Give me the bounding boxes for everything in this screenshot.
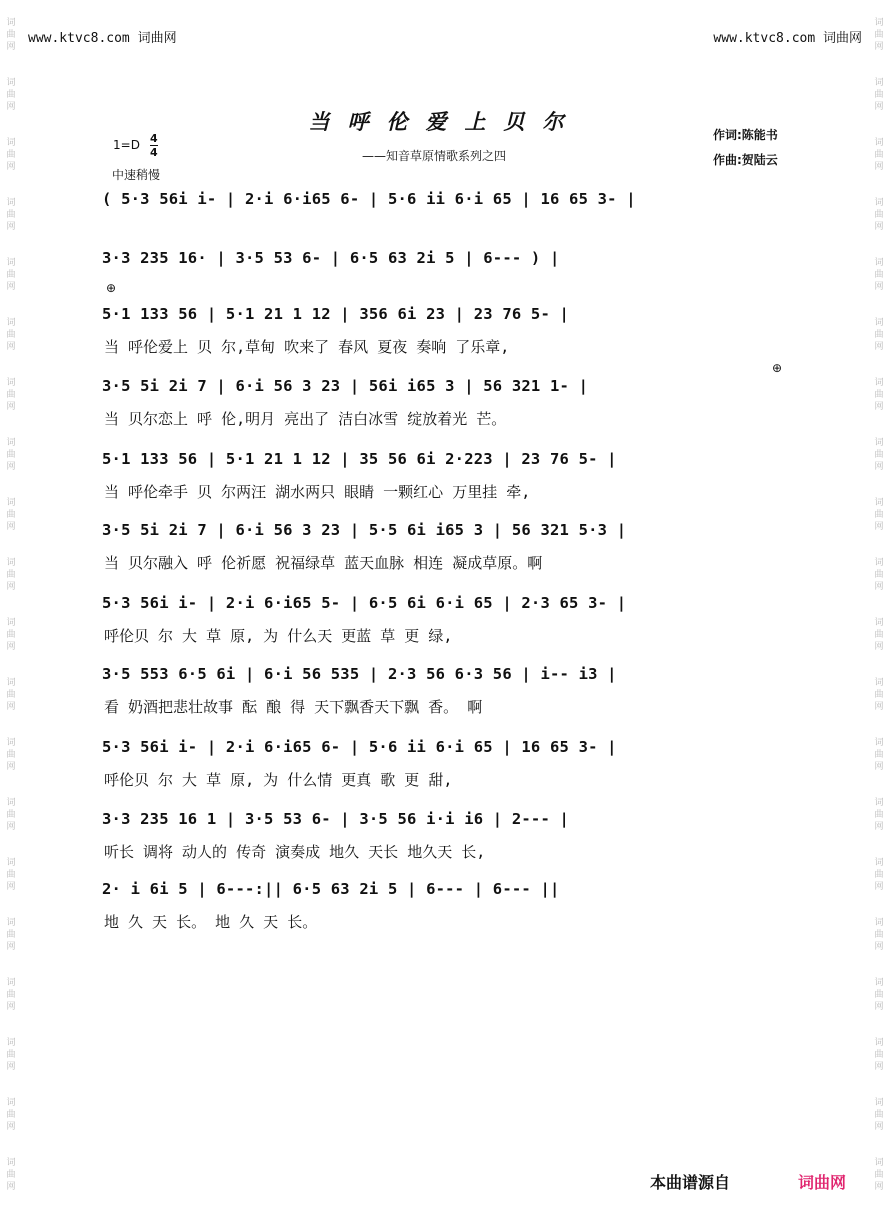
- edge-watermark-glyph: 曲: [874, 210, 884, 220]
- left-watermark-strip: [0, 0, 22, 1218]
- edge-watermark-glyph: 网: [6, 582, 16, 592]
- edge-watermark-glyph: 曲: [874, 990, 884, 1000]
- edge-watermark-glyph: 词: [6, 1158, 16, 1168]
- edge-watermark-glyph: 词: [6, 18, 16, 28]
- edge-watermark-glyph: 曲: [874, 30, 884, 40]
- lyric-line: 呼伦贝 尔 大 草 原, 为 什么情 更真 歌 更 甜,: [104, 771, 453, 789]
- edge-watermark-glyph: 网: [874, 1122, 884, 1132]
- edge-watermark-glyph: 曲: [6, 810, 16, 820]
- key-signature: 1=D: [113, 138, 140, 152]
- edge-watermark-glyph: 词: [874, 918, 884, 928]
- lyric-line: 呼伦贝 尔 大 草 原, 为 什么天 更蓝 草 更 绿,: [104, 627, 453, 645]
- edge-watermark-glyph: 词: [6, 1098, 16, 1108]
- edge-watermark-glyph: 网: [6, 402, 16, 412]
- edge-watermark-glyph: 曲: [6, 630, 16, 640]
- edge-watermark-glyph: 曲: [6, 570, 16, 580]
- edge-watermark-glyph: 曲: [6, 990, 16, 1000]
- edge-watermark-glyph: 曲: [874, 1170, 884, 1180]
- edge-watermark-glyph: 词: [6, 678, 16, 688]
- edge-watermark-glyph: 词: [6, 798, 16, 808]
- edge-watermark-glyph: 词: [874, 1038, 884, 1048]
- edge-watermark-glyph: 曲: [6, 750, 16, 760]
- edge-watermark-glyph: 网: [6, 342, 16, 352]
- time-signature-top: 4: [150, 132, 158, 145]
- edge-watermark-glyph: 词: [874, 738, 884, 748]
- edge-watermark-glyph: 词: [874, 498, 884, 508]
- edge-watermark-glyph: 网: [874, 822, 884, 832]
- edge-watermark-glyph: 曲: [6, 1050, 16, 1060]
- edge-watermark-glyph: 词: [874, 618, 884, 628]
- edge-watermark-glyph: 网: [6, 282, 16, 292]
- edge-watermark-glyph: 网: [6, 462, 16, 472]
- coda-sign: ⊕: [106, 281, 117, 295]
- lyricist-credit: 作词:陈能书: [713, 128, 778, 142]
- song-subtitle: ——知音草原情歌系列之四: [362, 149, 507, 163]
- edge-watermark-glyph: 曲: [6, 150, 16, 160]
- edge-watermark-glyph: 曲: [6, 1110, 16, 1120]
- notation-line: 2· i 6i 5 | 6---:|| 6·5 63 2i 5 | 6--- | 6--- ||: [102, 880, 560, 898]
- edge-watermark-glyph: 词: [6, 138, 16, 148]
- edge-watermark-glyph: 网: [874, 642, 884, 652]
- edge-watermark-glyph: 网: [874, 702, 884, 712]
- edge-watermark-glyph: 曲: [874, 690, 884, 700]
- edge-watermark-glyph: 词: [6, 558, 16, 568]
- lyric-line: 当 贝尔融入 呼 伦祈愿 祝福绿草 蓝天血脉 相连 凝成草原。啊: [104, 554, 543, 572]
- composer-credit: 作曲:贺陆云: [713, 153, 778, 167]
- edge-watermark-glyph: 词: [6, 738, 16, 748]
- edge-watermark-glyph: 词: [874, 798, 884, 808]
- edge-watermark-glyph: 曲: [6, 930, 16, 940]
- notation-line: ( 5·3 56i i- | 2·i 6·i65 6- | 5·6 ii 6·i 65 | 16 65 3- |: [102, 190, 636, 208]
- edge-watermark-glyph: 词: [874, 558, 884, 568]
- edge-watermark-glyph: 网: [874, 1182, 884, 1192]
- edge-watermark-glyph: 网: [6, 162, 16, 172]
- edge-watermark-glyph: 网: [874, 582, 884, 592]
- edge-watermark-glyph: 词: [6, 258, 16, 268]
- edge-watermark-glyph: 词: [874, 378, 884, 388]
- edge-watermark-glyph: 网: [6, 642, 16, 652]
- edge-watermark-glyph: 曲: [6, 1170, 16, 1180]
- edge-watermark-glyph: 网: [6, 882, 16, 892]
- edge-watermark-glyph: 网: [6, 222, 16, 232]
- edge-watermark-glyph: 曲: [874, 1050, 884, 1060]
- edge-watermark-glyph: 曲: [6, 90, 16, 100]
- coda-sign: ⊕: [772, 361, 783, 375]
- footer-source-text: 本曲谱源自: [650, 1173, 731, 1192]
- edge-watermark-glyph: 曲: [874, 930, 884, 940]
- edge-watermark-glyph: 词: [6, 78, 16, 88]
- edge-watermark-glyph: 曲: [874, 570, 884, 580]
- edge-watermark-glyph: 曲: [6, 270, 16, 280]
- edge-watermark-glyph: 词: [874, 1098, 884, 1108]
- edge-watermark-glyph: 曲: [874, 510, 884, 520]
- edge-watermark-glyph: 网: [874, 882, 884, 892]
- edge-watermark-glyph: 网: [874, 402, 884, 412]
- edge-watermark-glyph: 词: [874, 258, 884, 268]
- edge-watermark-glyph: 网: [6, 42, 16, 52]
- edge-watermark-glyph: 词: [6, 918, 16, 928]
- edge-watermark-glyph: 词: [6, 498, 16, 508]
- edge-watermark-glyph: 词: [6, 198, 16, 208]
- edge-watermark-glyph: 网: [6, 1002, 16, 1012]
- edge-watermark-glyph: 词: [874, 1158, 884, 1168]
- edge-watermark-glyph: 曲: [874, 150, 884, 160]
- edge-watermark-glyph: 网: [874, 462, 884, 472]
- edge-watermark-glyph: 网: [874, 42, 884, 52]
- edge-watermark-glyph: 词: [6, 978, 16, 988]
- notation-line: 3·5 5i 2i 7 | 6·i 56 3 23 | 5·5 6i i65 3 | 56 321 5·3 |: [102, 521, 627, 539]
- lyric-line: 地 久 天 长。 地 久 天 长。: [104, 913, 318, 931]
- edge-watermark-glyph: 网: [6, 1062, 16, 1072]
- edge-watermark-glyph: 曲: [6, 690, 16, 700]
- edge-watermark-glyph: 词: [874, 198, 884, 208]
- lyric-line: 当 贝尔恋上 呼 伦,明月 亮出了 洁白冰雪 绽放着光 芒。: [104, 410, 507, 428]
- edge-watermark-glyph: 网: [874, 1062, 884, 1072]
- lyric-line: 听长 调将 动人的 传奇 演奏成 地久 天长 地久天 长,: [104, 843, 486, 861]
- edge-watermark-glyph: 词: [6, 438, 16, 448]
- edge-watermark-glyph: 词: [6, 618, 16, 628]
- notation-line: 5·3 56i i- | 2·i 6·i65 5- | 6·5 6i 6·i 65 | 2·3 65 3- |: [102, 594, 627, 612]
- edge-watermark-glyph: 网: [6, 1182, 16, 1192]
- edge-watermark-glyph: 曲: [874, 750, 884, 760]
- edge-watermark-glyph: 词: [6, 858, 16, 868]
- edge-watermark-glyph: 网: [6, 942, 16, 952]
- edge-watermark-glyph: 词: [6, 318, 16, 328]
- edge-watermark-glyph: 词: [874, 978, 884, 988]
- site-header-right[interactable]: www.ktvc8.com 词曲网: [713, 31, 862, 46]
- edge-watermark-glyph: 网: [874, 342, 884, 352]
- notation-line: 5·1 133 56 | 5·1 21 1 12 | 35 56 6i 2·223 | 23 76 5- |: [102, 450, 617, 468]
- edge-watermark-glyph: 曲: [874, 330, 884, 340]
- lyric-line: 当 呼伦爱上 贝 尔,草甸 吹来了 春风 夏夜 奏响 了乐章,: [104, 338, 510, 356]
- edge-watermark-glyph: 曲: [874, 270, 884, 280]
- edge-watermark-glyph: 词: [874, 318, 884, 328]
- edge-watermark-glyph: 网: [6, 762, 16, 772]
- lyric-line: 看 奶酒把悲壮故事 酝 酿 得 天下飘香天下飘 香。 啊: [104, 698, 483, 716]
- edge-watermark-glyph: 词: [874, 858, 884, 868]
- edge-watermark-glyph: 网: [874, 762, 884, 772]
- edge-watermark-glyph: 词: [6, 378, 16, 388]
- edge-watermark-glyph: 曲: [6, 870, 16, 880]
- edge-watermark-glyph: 曲: [6, 390, 16, 400]
- edge-watermark-glyph: 网: [874, 522, 884, 532]
- edge-watermark-glyph: 曲: [6, 30, 16, 40]
- footer-site-logo[interactable]: 词曲网: [798, 1173, 847, 1192]
- edge-watermark-glyph: 词: [874, 18, 884, 28]
- edge-watermark-glyph: 曲: [6, 210, 16, 220]
- edge-watermark-glyph: 曲: [6, 330, 16, 340]
- edge-watermark-glyph: 曲: [874, 870, 884, 880]
- time-signature-bottom: 4: [150, 146, 158, 159]
- edge-watermark-glyph: 网: [6, 702, 16, 712]
- edge-watermark-glyph: 曲: [6, 450, 16, 460]
- edge-watermark-glyph: 网: [6, 522, 16, 532]
- notation-line: 5·1 133 56 | 5·1 21 1 12 | 356 6i 23 | 23 76 5- |: [102, 305, 570, 323]
- edge-watermark-glyph: 词: [874, 678, 884, 688]
- edge-watermark-glyph: 词: [874, 138, 884, 148]
- edge-watermark-glyph: 网: [6, 102, 16, 112]
- edge-watermark-glyph: 网: [874, 222, 884, 232]
- notation-line: 3·3 235 16 1 | 3·5 53 6- | 3·5 56 i·i i6 | 2--- |: [102, 810, 570, 828]
- time-signature: [150, 132, 158, 159]
- song-title: 当呼伦爱上贝尔: [308, 109, 582, 134]
- edge-watermark-glyph: 网: [874, 102, 884, 112]
- edge-watermark-glyph: 词: [874, 438, 884, 448]
- edge-watermark-glyph: 词: [6, 1038, 16, 1048]
- notation-line: 5·3 56i i- | 2·i 6·i65 6- | 5·6 ii 6·i 65 | 16 65 3- |: [102, 738, 617, 756]
- notation-line: 3·5 5i 2i 7 | 6·i 56 3 23 | 56i i65 3 | 56 321 1- |: [102, 377, 589, 395]
- edge-watermark-glyph: 曲: [874, 1110, 884, 1120]
- edge-watermark-glyph: 曲: [874, 630, 884, 640]
- edge-watermark-glyph: 网: [874, 282, 884, 292]
- edge-watermark-glyph: 网: [874, 942, 884, 952]
- site-header-left[interactable]: www.ktvc8.com 词曲网: [28, 31, 177, 46]
- edge-watermark-glyph: 曲: [874, 90, 884, 100]
- edge-watermark-glyph: 曲: [874, 810, 884, 820]
- tempo-marking: 中速稍慢: [112, 168, 161, 182]
- edge-watermark-glyph: 网: [6, 822, 16, 832]
- edge-watermark-glyph: 网: [6, 1122, 16, 1132]
- edge-watermark-glyph: 网: [874, 162, 884, 172]
- edge-watermark-glyph: 曲: [6, 510, 16, 520]
- edge-watermark-glyph: 词: [874, 78, 884, 88]
- edge-watermark-glyph: 曲: [874, 450, 884, 460]
- notation-line: 3·3 235 16· | 3·5 53 6- | 6·5 63 2i 5 | 6--- ) |: [102, 249, 560, 267]
- lyric-line: 当 呼伦牵手 贝 尔两汪 湖水两只 眼睛 一颗红心 万里挂 牵,: [104, 483, 531, 501]
- edge-watermark-glyph: 曲: [874, 390, 884, 400]
- notation-line: 3·5 553 6·5 6i | 6·i 56 535 | 2·3 56 6·3 56 | i-- i3 |: [102, 665, 617, 683]
- edge-watermark-glyph: 网: [874, 1002, 884, 1012]
- right-watermark-strip: [868, 0, 890, 1218]
